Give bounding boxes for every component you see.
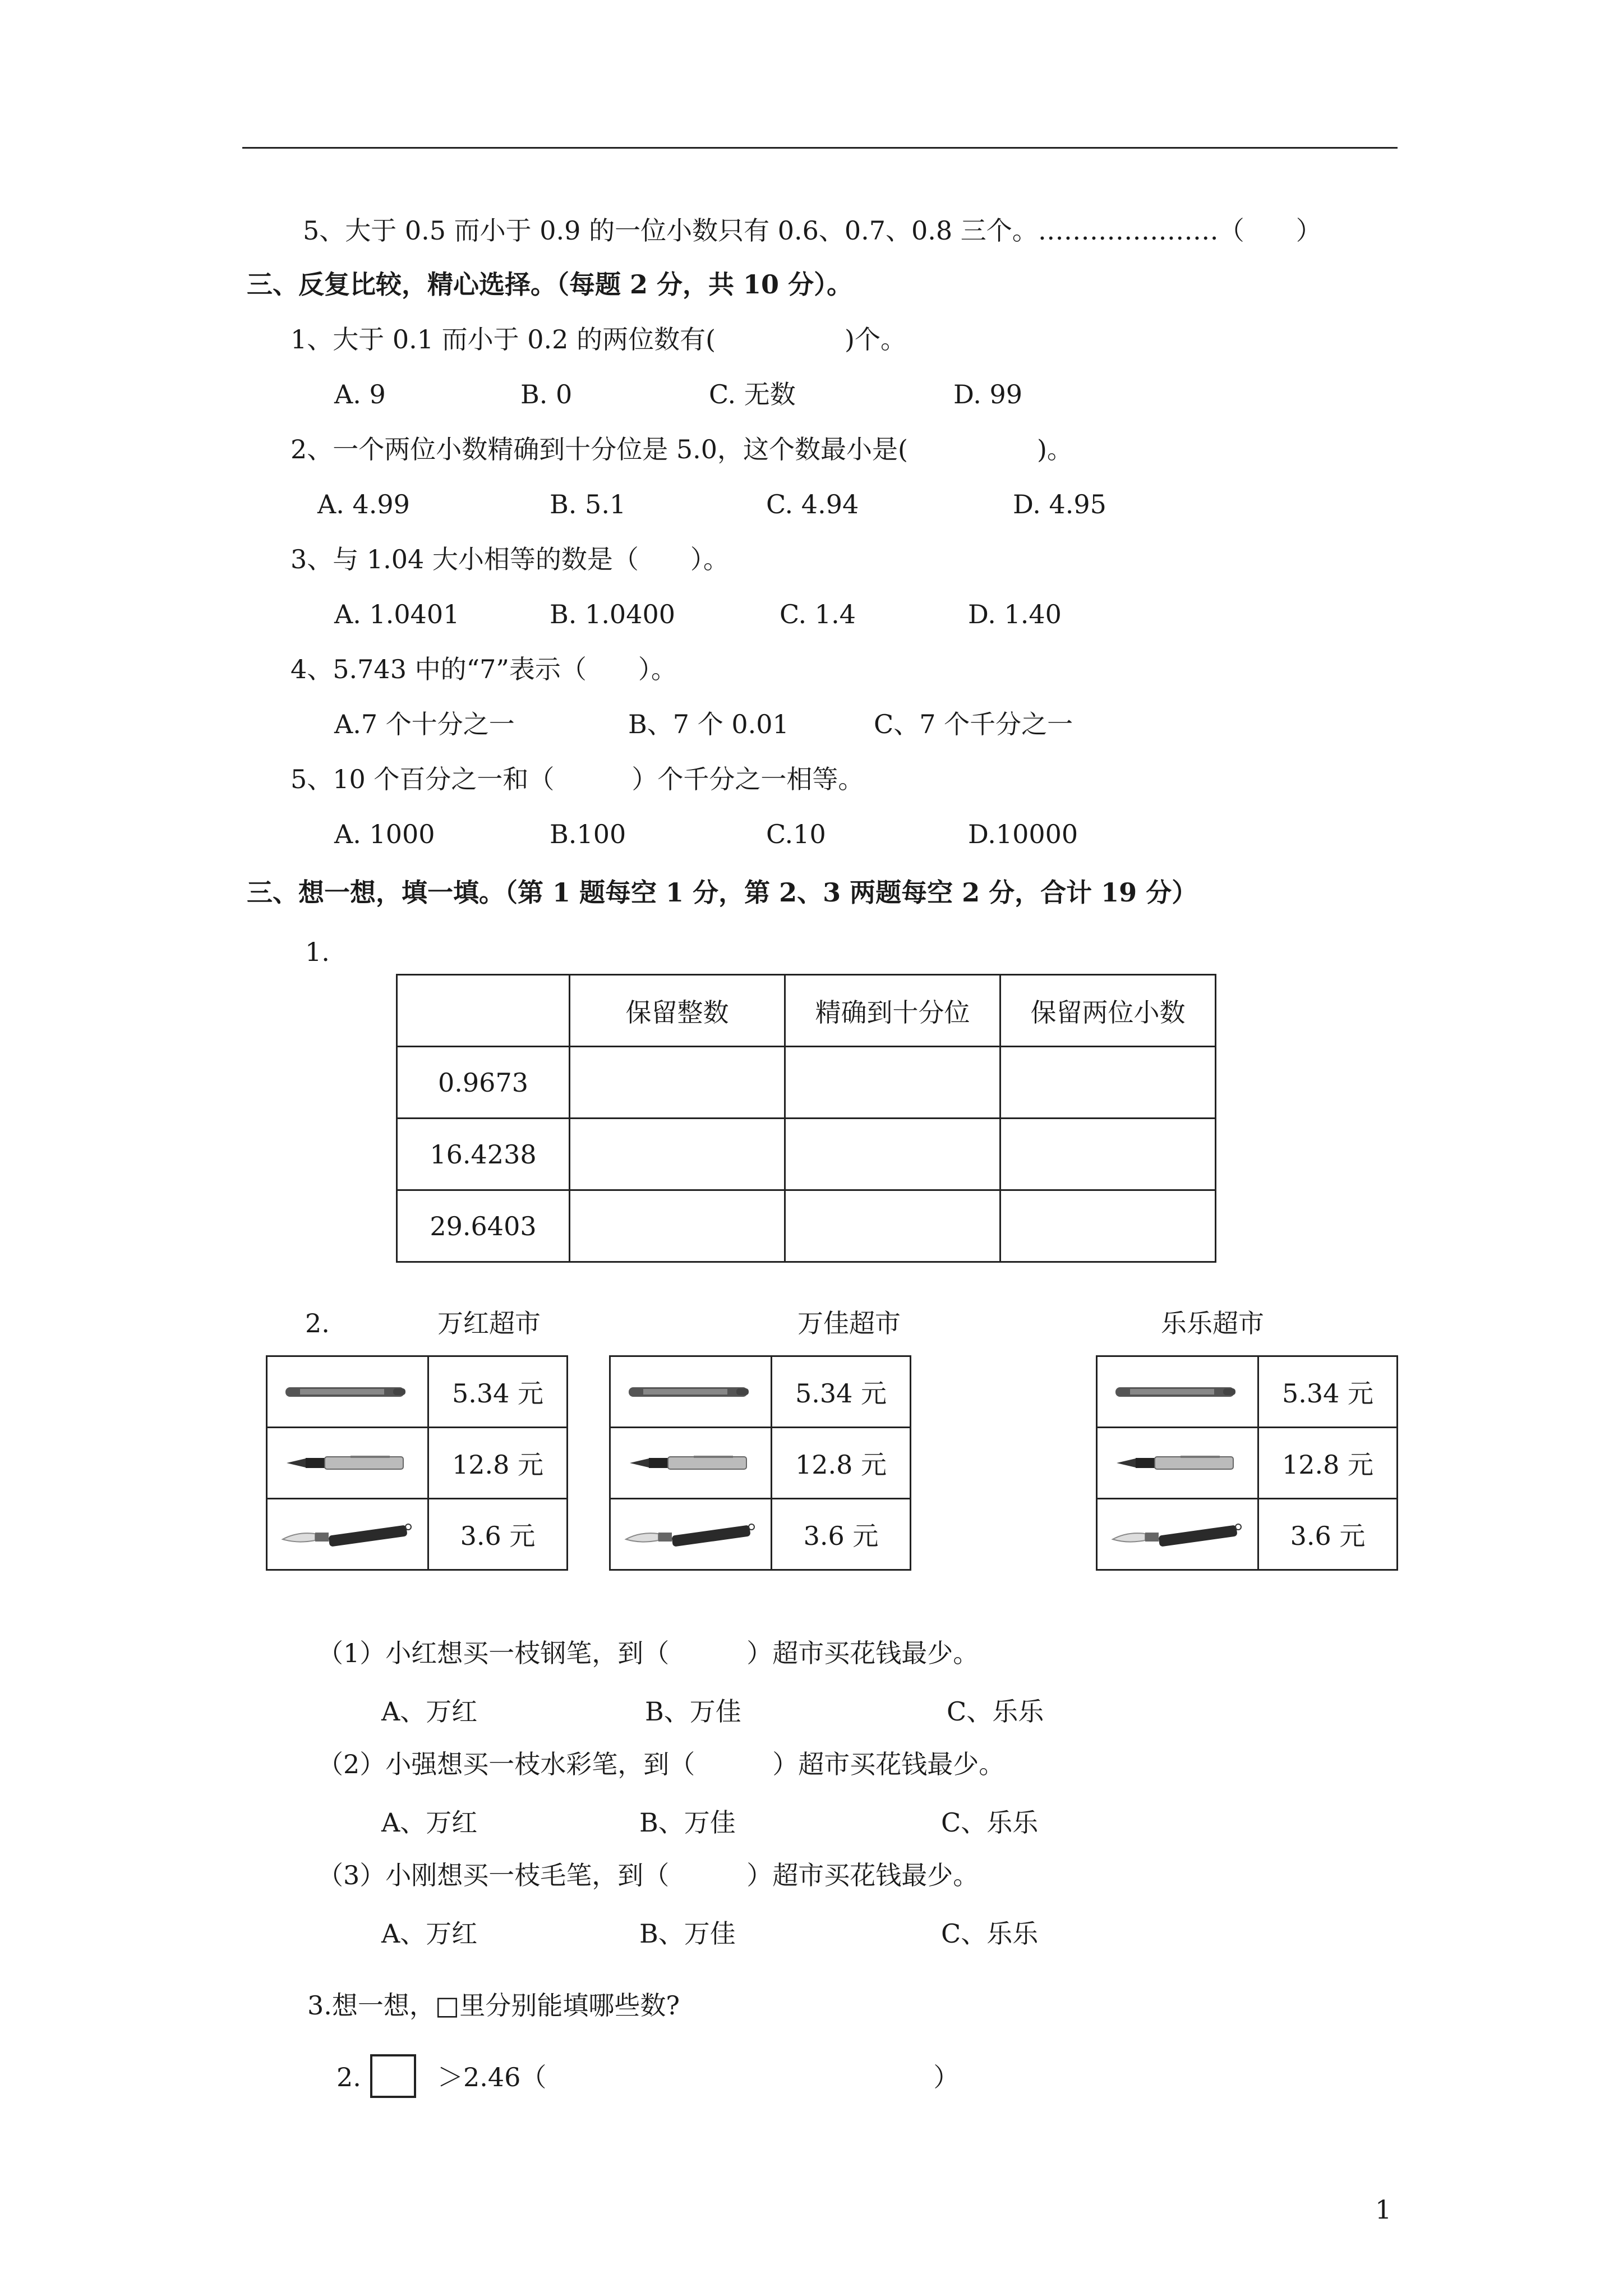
choice-q3-option-c[interactable]: C. 1.4	[780, 599, 856, 629]
choice-q2-stem: 2、一个两位小数精确到十分位是 5.0，这个数最小是( )。	[291, 434, 1073, 464]
choice-q4-option-c[interactable]: C、7 个千分之一	[874, 709, 1073, 739]
answer-cell[interactable]	[785, 1190, 1000, 1262]
fill-q1-label: 1.	[305, 937, 330, 967]
fill-q3-stem: 3.想一想，□里分别能填哪些数?	[307, 1990, 680, 2021]
table-row	[397, 1047, 1216, 1119]
price-value: 5.34 元	[1258, 1356, 1398, 1428]
answer-cell[interactable]	[570, 1190, 785, 1262]
rounding-row-value: 16.4238	[397, 1119, 570, 1190]
price-table-lele	[1096, 1355, 1398, 1571]
table-row	[1097, 1356, 1398, 1428]
fill-q3-expr-prefix: 2.	[336, 2062, 361, 2092]
price-value: 5.34 元	[772, 1356, 911, 1428]
choice-q1-stem: 1、大于 0.1 而小于 0.2 的两位数有( )个。	[291, 324, 906, 355]
answer-cell[interactable]	[1000, 1190, 1216, 1262]
page-number: 1	[1375, 2194, 1392, 2225]
price-value: 3.6 元	[772, 1499, 911, 1570]
answer-cell[interactable]	[785, 1047, 1000, 1119]
choice-q5-option-a[interactable]: A. 1000	[334, 819, 435, 849]
table-row	[1097, 1499, 1398, 1570]
choice-q3-option-d[interactable]: D. 1.40	[968, 599, 1062, 629]
store-name-wanjia: 万佳超市	[797, 1308, 901, 1338]
subq1-option-c[interactable]: C、乐乐	[947, 1696, 1044, 1727]
choice-q2-option-b[interactable]: B. 5.1	[550, 489, 626, 519]
fountain-pen-icon	[626, 1452, 755, 1474]
fountain-pen-icon	[1113, 1452, 1242, 1474]
price-value: 12.8 元	[772, 1428, 911, 1499]
choice-q4-option-b[interactable]: B、7 个 0.01	[628, 709, 789, 739]
subq2-option-c[interactable]: C、乐乐	[941, 1807, 1039, 1838]
section-fill-title: 三、想一想，填一填。（第 1 题每空 1 分，第 2、3 两题每空 2 分，合计 19 分）	[247, 877, 1198, 908]
rounding-header-tenths: 精确到十分位	[785, 975, 1000, 1047]
choice-q4-stem: 4、5.743 中的“7”表示（ ）。	[291, 654, 677, 684]
table-row	[397, 1119, 1216, 1190]
subq3-option-c[interactable]: C、乐乐	[941, 1918, 1039, 1949]
rounding-header-blank	[397, 975, 570, 1047]
rounding-header-integer: 保留整数	[570, 975, 785, 1047]
price-table-wanhong	[266, 1355, 568, 1571]
store-name-wanhong: 万红超市	[437, 1308, 541, 1338]
answer-cell[interactable]	[570, 1119, 785, 1190]
rounding-table	[396, 974, 1216, 1263]
fountain-pen-icon	[283, 1452, 412, 1474]
choice-q3-option-a[interactable]: A. 1.0401	[334, 599, 460, 629]
answer-cell[interactable]	[1000, 1119, 1216, 1190]
table-row	[397, 1190, 1216, 1262]
subq3-option-b[interactable]: B、万佳	[639, 1918, 736, 1949]
brush-pen-icon	[1110, 1520, 1245, 1548]
table-row	[1097, 1428, 1398, 1499]
price-table-wanjia	[609, 1355, 911, 1571]
store-name-lele: 乐乐超市	[1161, 1308, 1264, 1338]
price-value: 3.6 元	[1258, 1499, 1398, 1570]
choice-q2-option-c[interactable]: C. 4.94	[766, 489, 859, 519]
watercolor-pen-icon	[626, 1382, 755, 1401]
price-value: 12.8 元	[1258, 1428, 1398, 1499]
section-choice-title: 三、反复比较，精心选择。（每题 2 分，共 10 分）。	[247, 269, 853, 300]
subq1-stem: （1）小红想买一枝钢笔，到（ ）超市买花钱最少。	[317, 1638, 979, 1668]
q5-true-false: 5、大于 0.5 而小于 0.9 的一位小数只有 0.6、0.7、0.8 三个。…………………（ ）	[303, 215, 1322, 246]
choice-q5-option-d[interactable]: D.10000	[968, 819, 1078, 849]
price-value: 5.34 元	[428, 1356, 568, 1428]
fill-q2-label: 2.	[305, 1308, 330, 1338]
watercolor-pen-icon	[283, 1382, 412, 1401]
choice-q5-option-c[interactable]: C.10	[766, 819, 826, 849]
subq2-option-b[interactable]: B、万佳	[639, 1807, 736, 1838]
answer-cell[interactable]	[785, 1119, 1000, 1190]
choice-q1-option-a[interactable]: A. 9	[334, 379, 386, 409]
rounding-header-hundredths: 保留两位小数	[1000, 975, 1216, 1047]
choice-q3-stem: 3、与 1.04 大小相等的数是（ ）。	[291, 544, 729, 574]
subq3-option-a[interactable]: A、万红	[381, 1918, 478, 1949]
answer-cell[interactable]	[1000, 1047, 1216, 1119]
price-value: 3.6 元	[428, 1499, 568, 1570]
answer-cell[interactable]	[570, 1047, 785, 1119]
table-row	[267, 1428, 568, 1499]
table-row	[267, 1356, 568, 1428]
subq1-option-b[interactable]: B、万佳	[645, 1696, 741, 1727]
watercolor-pen-icon	[1113, 1382, 1242, 1401]
rounding-row-value: 29.6403	[397, 1190, 570, 1262]
brush-pen-icon	[280, 1520, 415, 1548]
rounding-row-value: 0.9673	[397, 1047, 570, 1119]
price-value: 12.8 元	[428, 1428, 568, 1499]
brush-pen-icon	[624, 1520, 758, 1548]
header-rule	[242, 147, 1398, 149]
choice-q5-option-b[interactable]: B.100	[550, 819, 626, 849]
choice-q4-option-a[interactable]: A.7 个十分之一	[334, 709, 515, 739]
answer-square-box[interactable]	[370, 2054, 416, 2098]
choice-q1-option-b[interactable]: B. 0	[520, 379, 573, 409]
choice-q3-option-b[interactable]: B. 1.0400	[550, 599, 676, 629]
choice-q1-option-c[interactable]: C. 无数	[709, 379, 796, 409]
choice-q5-stem: 5、10 个百分之一和（ ）个千分之一相等。	[291, 764, 864, 794]
subq1-option-a[interactable]: A、万红	[381, 1696, 478, 1727]
subq3-stem: （3）小刚想买一枝毛笔，到（ ）超市买花钱最少。	[317, 1860, 979, 1890]
table-row	[610, 1428, 911, 1499]
subq2-option-a[interactable]: A、万红	[381, 1807, 478, 1838]
table-row	[267, 1499, 568, 1570]
choice-q2-option-d[interactable]: D. 4.95	[1013, 489, 1106, 519]
choice-q2-option-a[interactable]: A. 4.99	[317, 489, 410, 519]
table-row	[610, 1356, 911, 1428]
table-row	[610, 1499, 911, 1570]
choice-q1-option-d[interactable]: D. 99	[953, 379, 1023, 409]
fill-q3-expr-suffix: ＞2.46（ ）	[437, 2062, 960, 2092]
subq2-stem: （2）小强想买一枝水彩笔，到（ ）超市买花钱最少。	[317, 1749, 1005, 1779]
